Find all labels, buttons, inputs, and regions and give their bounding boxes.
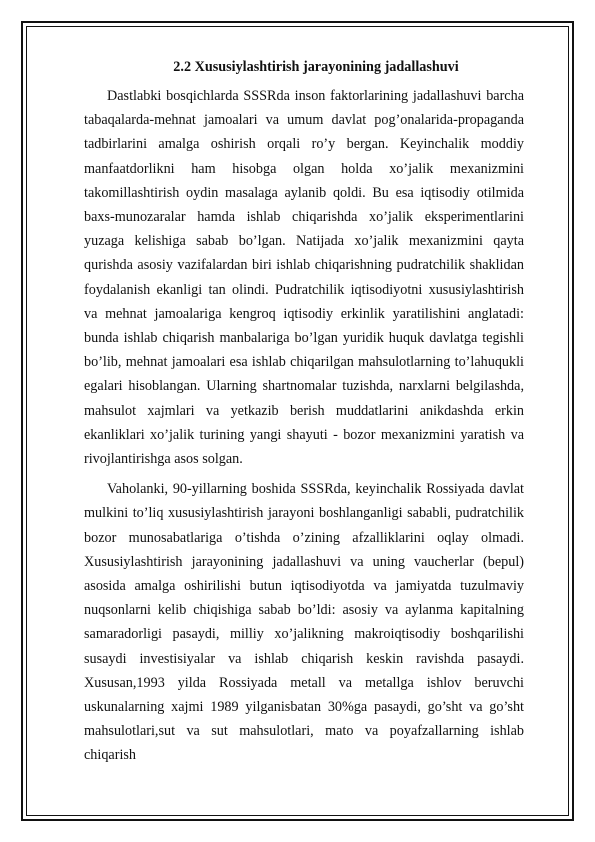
paragraph-1: Dastlabki bosqichlarda SSSRda inson faktorlarining jadallashuvi barcha tabaqalarda-mehnat jamoalari va umum davlat pog’onalarida-propaganda tadbirlarini amalga oshirish orqali ro’y bergan. Keyinchalik moddiy manfaatdorlikni ham hisobga olgan holda xo’jalik mexanizmini takomillashtirish oydin masalaga aylanib qoldi. Bu esa iqtisodiy otilmida baxs-munozaralar hamda ishlab chiqarishda xo’jalik eksperimentlarini yuzaga kelishiga sabab bo’lgan. Natijada xo’jalik mexanizmini qayta qurishda asosiy vazifalardan biri ishlab chiqarishning pudratchilik shaklidan foydalanish ekanligi tan olindi. Pudratchilik iqtisodiyotni xususiylashtirish va mehnat jamoalariga kengroq iqtisodiy erkinlik yaratilishini anglatadi: bunda ishlab chiqarish manbalariga bo’lgan yuridik huquk davlatga tegishli bo’lib, mehnat jamoalari esa ishlab chiqarilgan mahsulotlarning to’lahuqukli egalari hisoblangan. Ularning shartnomalar tuzishda, narxlarni belgilashda, mahsulot xajmlari va yetkazib berish muddatlarini anikdashda erkin ekanliklari xo’jalik turining yangi shayuti - bozor mexanizmini yaratish va rivojlantirishga asos solgan.: [84, 88, 524, 468]
section-heading: 2.2 Xususiylashtirish jarayonining jadallashuvi: [173, 59, 459, 75]
paragraph-2: Vaholanki, 90-yillarning boshida SSSRda, keyinchalik Rossiyada davlat mulkini to’liq xususiylashtirish jarayoni boshlanganligi sababli, pudratchilik bozor munosabatlariga o’tishda o’zining afzalliklarini oqlay olmadi. Xususiylashtirish jarayonining jadallashuvi va uning vaucherlar (bepul) asosida amalga oshirilishi butun iqtisodiyotda va jamiyatda tuzulmaviy nuqsonlarni kelib chiqishiga sabab bo’ldi: asosiy va aylanma kapitalning samaradorligi pasaydi, milliy xo’jalikning makroiqtisodiy boshqarilishi susaydi investisiyalar va ishlab chiqarish keskin ravishda pasaydi. Xususan,1993 yilda Rossiyada metall va metallga ishlov beruvchi uskunalarning xajmi 1989 yilganisbatan 30%ga pasaydi, go’sht va go’sht mahsulotlari,sut va sut mahsulotlari, mato va poyafzallarning ishlab chiqarish: [84, 481, 524, 764]
document-body: [84, 56, 524, 774]
